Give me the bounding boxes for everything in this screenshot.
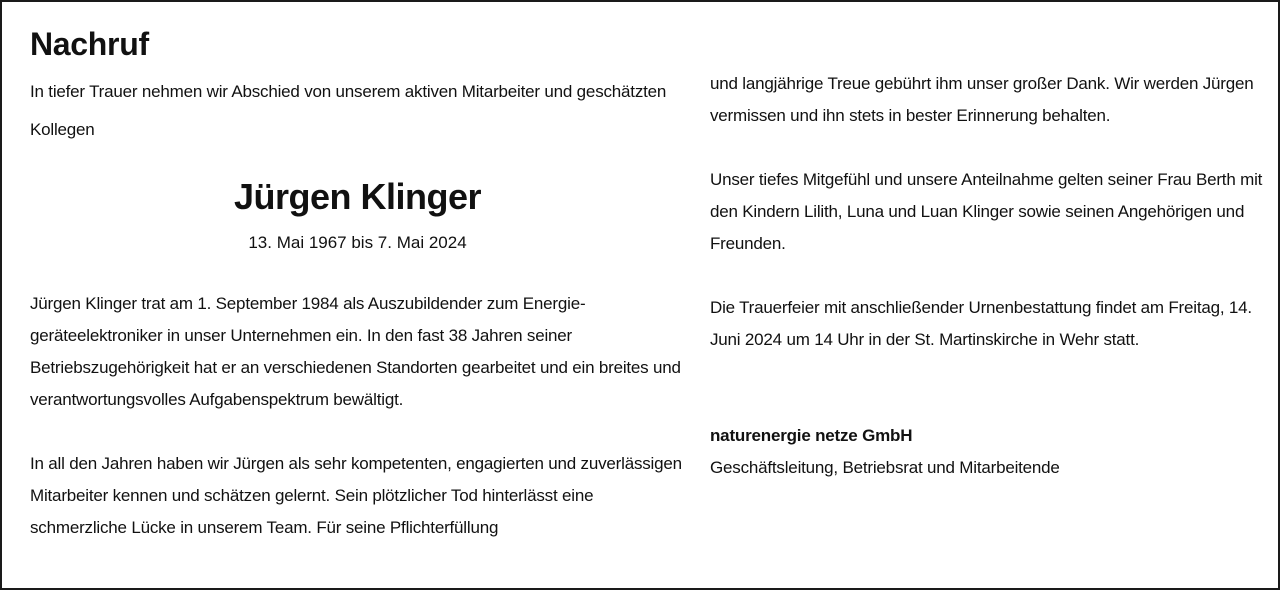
gratitude-paragraph: und langjährige Treue gebührt ihm unser großer Dank. Wir werden Jürgen vermissen und ihn stets in bester Erinnerung behalten. [710, 74, 1254, 125]
condolence-paragraph: Unser tiefes Mitgefühl und unsere Anteilnahme gelten seiner Frau Berth mit den Kindern Lilith, Luna und Luan Klinger sowie seinen Angehörigen und Freunden. [710, 170, 1263, 253]
tribute-paragraph: In all den Jahren haben wir Jürgen als sehr kompetenten, engagierten und zuverlässigen Mitarbeiter kennen und schätzen gelernt. Sein plötzlicher Tod hinterlässt eine schmerzliche Lücke in unserem Team. Für seine Pflichterfüllung [30, 454, 682, 537]
notice-title: Nachruf [30, 26, 149, 62]
signers-line: Geschäftsleitung, Betriebsrat und Mitarbeitende [710, 458, 1060, 477]
life-dates: 13. Mai 1967 bis 7. Mai 2024 [248, 233, 467, 252]
deceased-name: Jürgen Klinger [233, 176, 482, 217]
career-paragraph: Jürgen Klinger trat am 1. September 1984 als Auszubildender zum Energiegeräteelektroniker in unser Unternehmen ein. In den fast 38 Jahren seiner Betriebszugehörigkeit hat er an verschiedenen Standorten gearbeitet und ein breites und verantwortungsvolles Aufgabenspektrum bewältigt. [30, 294, 681, 409]
intro-text: In tiefer Trauer nehmen wir Abschied von unserem aktiven Mitarbeiter und geschätzten Kollegen [30, 82, 667, 139]
company-name: naturenergie netze GmbH [710, 426, 913, 445]
funeral-paragraph: Die Trauerfeier mit anschließender Urnenbestattung findet am Freitag, 14. Juni 2024 um 14 Uhr in der St. Martinskirche in Wehr statt. [710, 298, 1252, 349]
